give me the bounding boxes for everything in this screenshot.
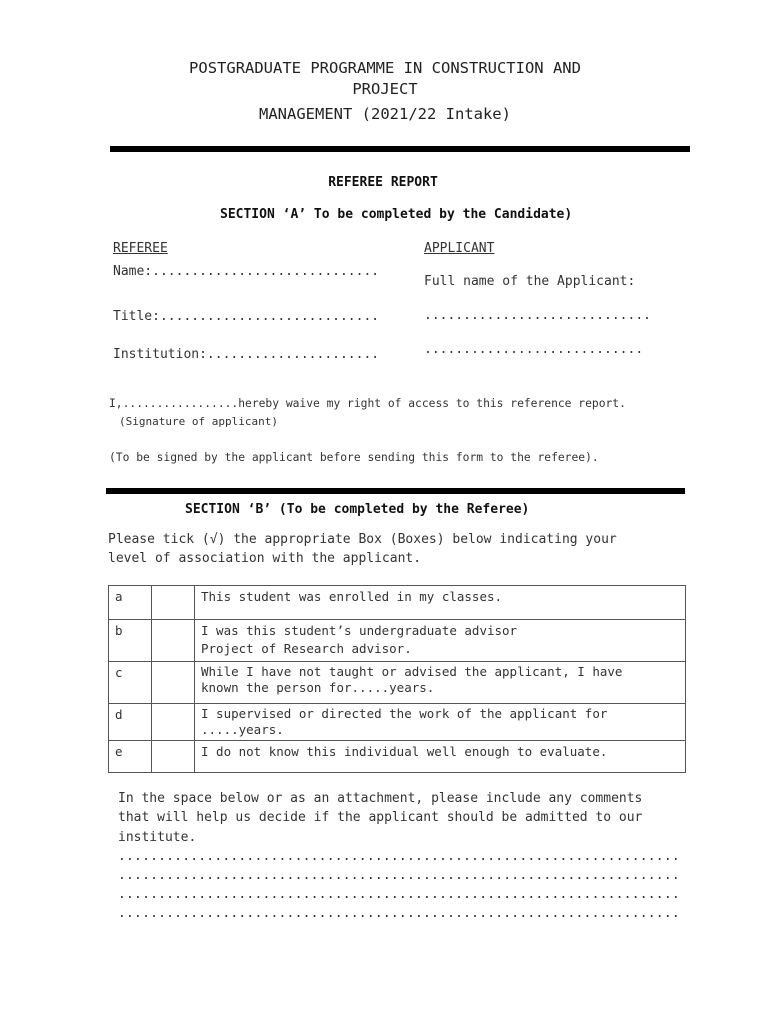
option-letter: d bbox=[109, 704, 152, 741]
header-divider bbox=[110, 146, 690, 152]
option-letter: e bbox=[109, 741, 152, 773]
association-table bbox=[108, 585, 686, 773]
applicant-fullname-label: Full name of the Applicant: bbox=[424, 274, 636, 289]
referee-institution-field[interactable]: Institution:...................... bbox=[113, 347, 380, 362]
table-row bbox=[109, 704, 686, 741]
option-checkbox[interactable] bbox=[152, 741, 195, 773]
table-row bbox=[109, 620, 686, 662]
option-text: I do not know this individual well enough to evaluate. bbox=[195, 741, 686, 773]
section-a-heading: SECTION ‘A’ To be completed by the Candidate) bbox=[220, 207, 573, 222]
comment-line[interactable]: ...................................................................... bbox=[118, 868, 680, 883]
comments-instruction-line2: that will help us decide if the applicant should be admitted to our bbox=[118, 810, 643, 825]
option-letter: c bbox=[109, 662, 152, 704]
document-title-line2: PROJECT bbox=[352, 80, 418, 98]
option-checkbox[interactable] bbox=[152, 620, 195, 662]
report-title: REFEREE REPORT bbox=[328, 175, 438, 190]
document-title-line3: MANAGEMENT (2021/22 Intake) bbox=[259, 105, 511, 123]
document-title-line1: POSTGRADUATE PROGRAMME IN CONSTRUCTION AND bbox=[189, 59, 581, 77]
option-letter: a bbox=[109, 586, 152, 620]
applicant-label: APPLICANT bbox=[424, 241, 495, 256]
applicant-name-line2[interactable]: ............................ bbox=[424, 342, 644, 357]
comments-instruction-line1: In the space below or as an attachment, please include any comments bbox=[118, 791, 643, 806]
referee-title-field[interactable]: Title:............................ bbox=[113, 309, 380, 324]
option-letter: b bbox=[109, 620, 152, 662]
option-checkbox[interactable] bbox=[152, 704, 195, 741]
option-checkbox[interactable] bbox=[152, 586, 195, 620]
comment-line[interactable]: ...................................................................... bbox=[118, 906, 680, 921]
comment-line[interactable]: ...................................................................... bbox=[118, 849, 680, 864]
waiver-statement[interactable]: I,.................hereby waive my right of access to this reference report. bbox=[109, 397, 626, 410]
option-text: While I have not taught or advised the applicant, I have known the person for.....years. bbox=[195, 662, 686, 704]
referee-label: REFEREE bbox=[113, 241, 168, 256]
sign-instruction: (To be signed by the applicant before sending this form to the referee). bbox=[109, 451, 599, 464]
comment-line[interactable]: ...................................................................... bbox=[118, 887, 680, 902]
referee-name-field[interactable]: Name:............................. bbox=[113, 264, 380, 279]
table-row bbox=[109, 741, 686, 773]
comments-instruction-line3: institute. bbox=[118, 830, 197, 845]
option-checkbox[interactable] bbox=[152, 662, 195, 704]
signature-note: (Signature of applicant) bbox=[119, 415, 278, 428]
tick-instruction-line1: Please tick (√) the appropriate Box (Boxes) below indicating your bbox=[108, 532, 617, 547]
option-text: I supervised or directed the work of the applicant for .....years. bbox=[195, 704, 686, 741]
applicant-name-line1[interactable]: ............................. bbox=[424, 308, 651, 323]
option-text: I was this student’s undergraduate advisor Project of Research advisor. bbox=[195, 620, 686, 662]
table-row bbox=[109, 662, 686, 704]
table-row bbox=[109, 586, 686, 620]
tick-instruction-line2: level of association with the applicant. bbox=[108, 551, 422, 566]
section-b-heading: SECTION ‘B’ (To be completed by the Referee) bbox=[185, 502, 530, 517]
option-text: This student was enrolled in my classes. bbox=[195, 586, 686, 620]
section-divider bbox=[106, 488, 685, 494]
